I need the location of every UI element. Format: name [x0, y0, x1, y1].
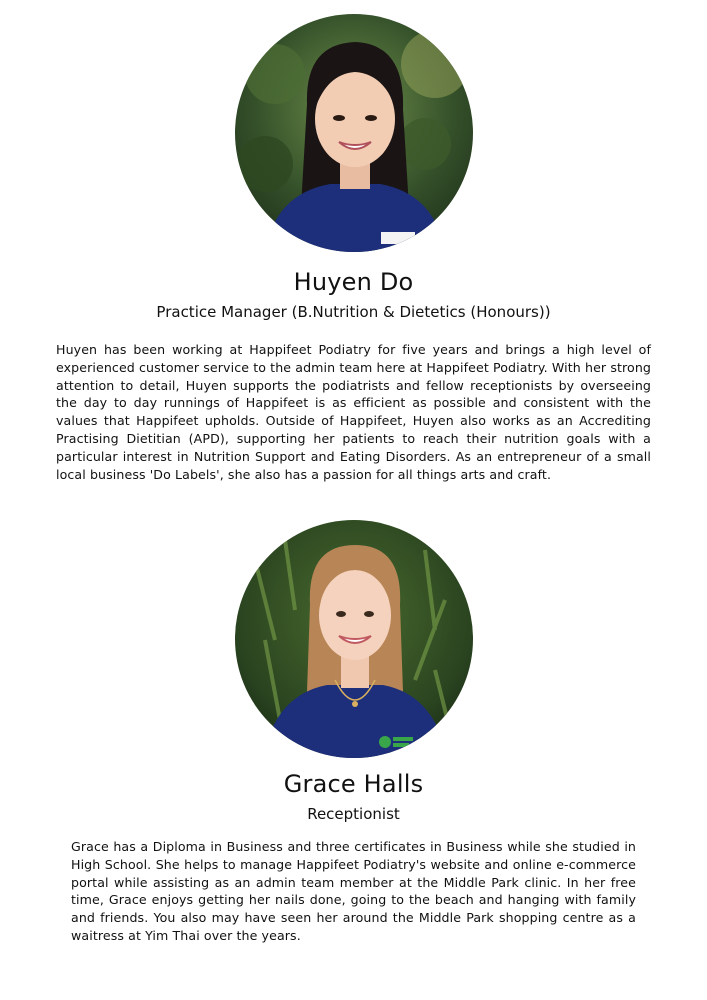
grace-halls-photo: [235, 520, 473, 758]
huyen-do-bio: Huyen has been working at Happifeet Podiatry for five years and brings a high level of experienced customer service to the admin team here at Happifeet Podiatry. With her strong attention to detail, Huyen supports the podiatrists and fellow receptionists by overseeing the day to day runnings of Happifeet is as efficient as possible and consistent with the values that Happifeet upholds. Outside of Happifeet, Huyen also works as an Accrediting Practising Dietitian (APD), supporting her patients to reach their nutrition goals with a particular interest in Nutrition Support and Eating Disorders. As an entrepreneur of a small local business 'Do Labels', she also has a passion for all things arts and craft.: [56, 342, 651, 482]
huyen-do-name: Huyen Do: [293, 268, 414, 296]
portrait-photo-icon: [235, 14, 473, 252]
huyen-do-role: Practice Manager (B.Nutrition & Dietetics (Honours)): [156, 303, 551, 321]
huyen-do-photo: [235, 14, 473, 252]
portrait-photo-icon: [235, 520, 473, 758]
grace-halls-bio: Grace has a Diploma in Business and three certificates in Business while she studied in High School. She helps to manage Happifeet Podiatry's website and online e-commerce portal while assisting as an admin team member at the Middle Park clinic. In her free time, Grace enjoys getting her nails done, going to the beach and hanging with family and friends. You also may have seen her around the Middle Park shopping centre as a waitress at Yim Thai over the years.: [71, 839, 636, 943]
grace-halls-role: Receptionist: [307, 805, 400, 823]
grace-halls-name: Grace Halls: [283, 770, 424, 798]
